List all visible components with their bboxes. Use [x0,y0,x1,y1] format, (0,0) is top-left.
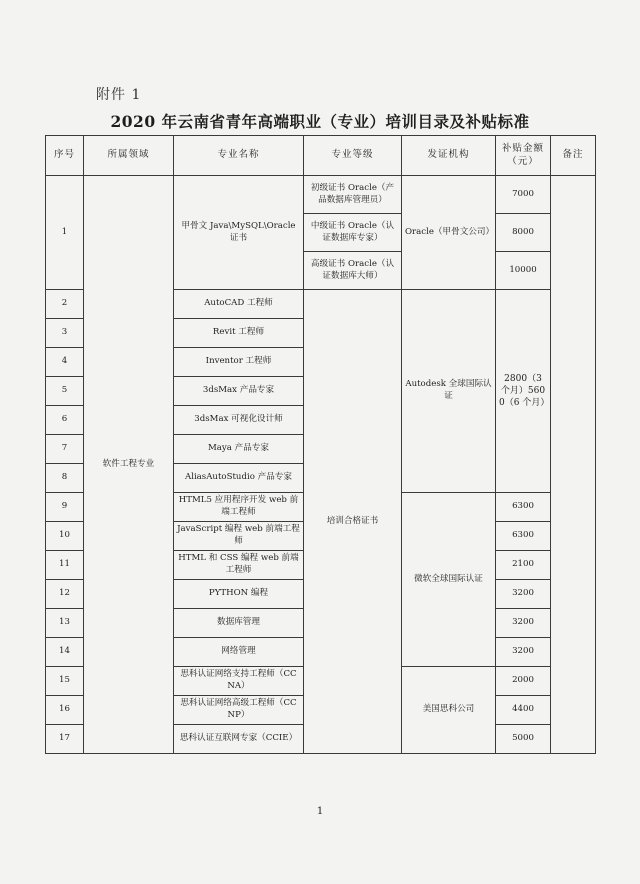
level-cell: 中级证书 Oracle（认证数据库专家） [304,214,402,252]
amount-cell: 2800（3 个月）5600（6 个月） [496,290,551,493]
amount-cell: 7000 [496,176,551,214]
seq-cell: 4 [46,348,84,377]
major-cell: 思科认证互联网专家（CCIE） [174,725,304,754]
seq-cell: 14 [46,638,84,667]
seq-cell: 10 [46,522,84,551]
seq-cell: 6 [46,406,84,435]
major-cell: Maya 产品专家 [174,435,304,464]
training-catalog-table [45,135,596,754]
amount-cell: 4400 [496,696,551,725]
field-cell: 软件工程专业 [84,176,174,754]
document-title: 2020 年云南省青年高端职业（专业）培训目录及补贴标准 [110,112,530,131]
seq-cell: 17 [46,725,84,754]
amount-cell: 2100 [496,551,551,580]
level-cell: 高级证书 Oracle（认证数据库大师） [304,252,402,290]
major-cell: 3dsMax 可视化设计师 [174,406,304,435]
major-cell: 思科认证网络高级工程师（CCNP） [174,696,304,725]
seq-cell: 9 [46,493,84,522]
major-cell: 数据库管理 [174,609,304,638]
seq-cell: 12 [46,580,84,609]
amount-cell: 3200 [496,609,551,638]
annex-label: 附件 1 [96,87,142,103]
header-major: 专业名称 [174,136,304,176]
major-cell: Revit 工程师 [174,319,304,348]
issuer-cell: Autodesk 全球国际认证 [402,290,496,493]
amount-cell: 5000 [496,725,551,754]
amount-cell: 10000 [496,252,551,290]
major-cell: AliasAutoStudio 产品专家 [174,464,304,493]
table-row [46,176,596,214]
seq-cell: 2 [46,290,84,319]
header-seq: 序号 [46,136,84,176]
seq-cell: 3 [46,319,84,348]
major-cell: 3dsMax 产品专家 [174,377,304,406]
amount-cell: 3200 [496,580,551,609]
level-cell: 培训合格证书 [304,290,402,754]
amount-cell: 6300 [496,522,551,551]
seq-cell: 1 [46,176,84,290]
major-cell: JavaScript 编程 web 前端工程师 [174,522,304,551]
header-remark: 备注 [551,136,596,176]
major-cell: 甲骨文 Java\MySQL\Oracle 证书 [174,176,304,290]
major-cell: HTML5 应用程序开发 web 前端工程师 [174,493,304,522]
major-cell: AutoCAD 工程师 [174,290,304,319]
page-number: 1 [316,806,324,817]
issuer-cell: 美国思科公司 [402,667,496,754]
amount-cell: 8000 [496,214,551,252]
header-issuer: 发证机构 [402,136,496,176]
amount-cell: 3200 [496,638,551,667]
header-level: 专业等级 [304,136,402,176]
header-subsidy: 补贴金额（元） [496,136,551,176]
issuer-cell: 微软全球国际认证 [402,493,496,667]
amount-cell: 6300 [496,493,551,522]
seq-cell: 7 [46,435,84,464]
major-cell: 思科认证网络支持工程师（CCNA） [174,667,304,696]
header-row [46,136,596,176]
amount-cell: 2000 [496,667,551,696]
seq-cell: 11 [46,551,84,580]
remark-cell [551,176,596,754]
seq-cell: 15 [46,667,84,696]
seq-cell: 8 [46,464,84,493]
seq-cell: 5 [46,377,84,406]
issuer-cell: Oracle（甲骨文公司） [402,176,496,290]
seq-cell: 16 [46,696,84,725]
level-cell: 初级证书 Oracle（产品数据库管理员） [304,176,402,214]
major-cell: Inventor 工程师 [174,348,304,377]
major-cell: PYTHON 编程 [174,580,304,609]
major-cell: 网络管理 [174,638,304,667]
header-field: 所属领域 [84,136,174,176]
major-cell: HTML 和 CSS 编程 web 前端工程师 [174,551,304,580]
seq-cell: 13 [46,609,84,638]
